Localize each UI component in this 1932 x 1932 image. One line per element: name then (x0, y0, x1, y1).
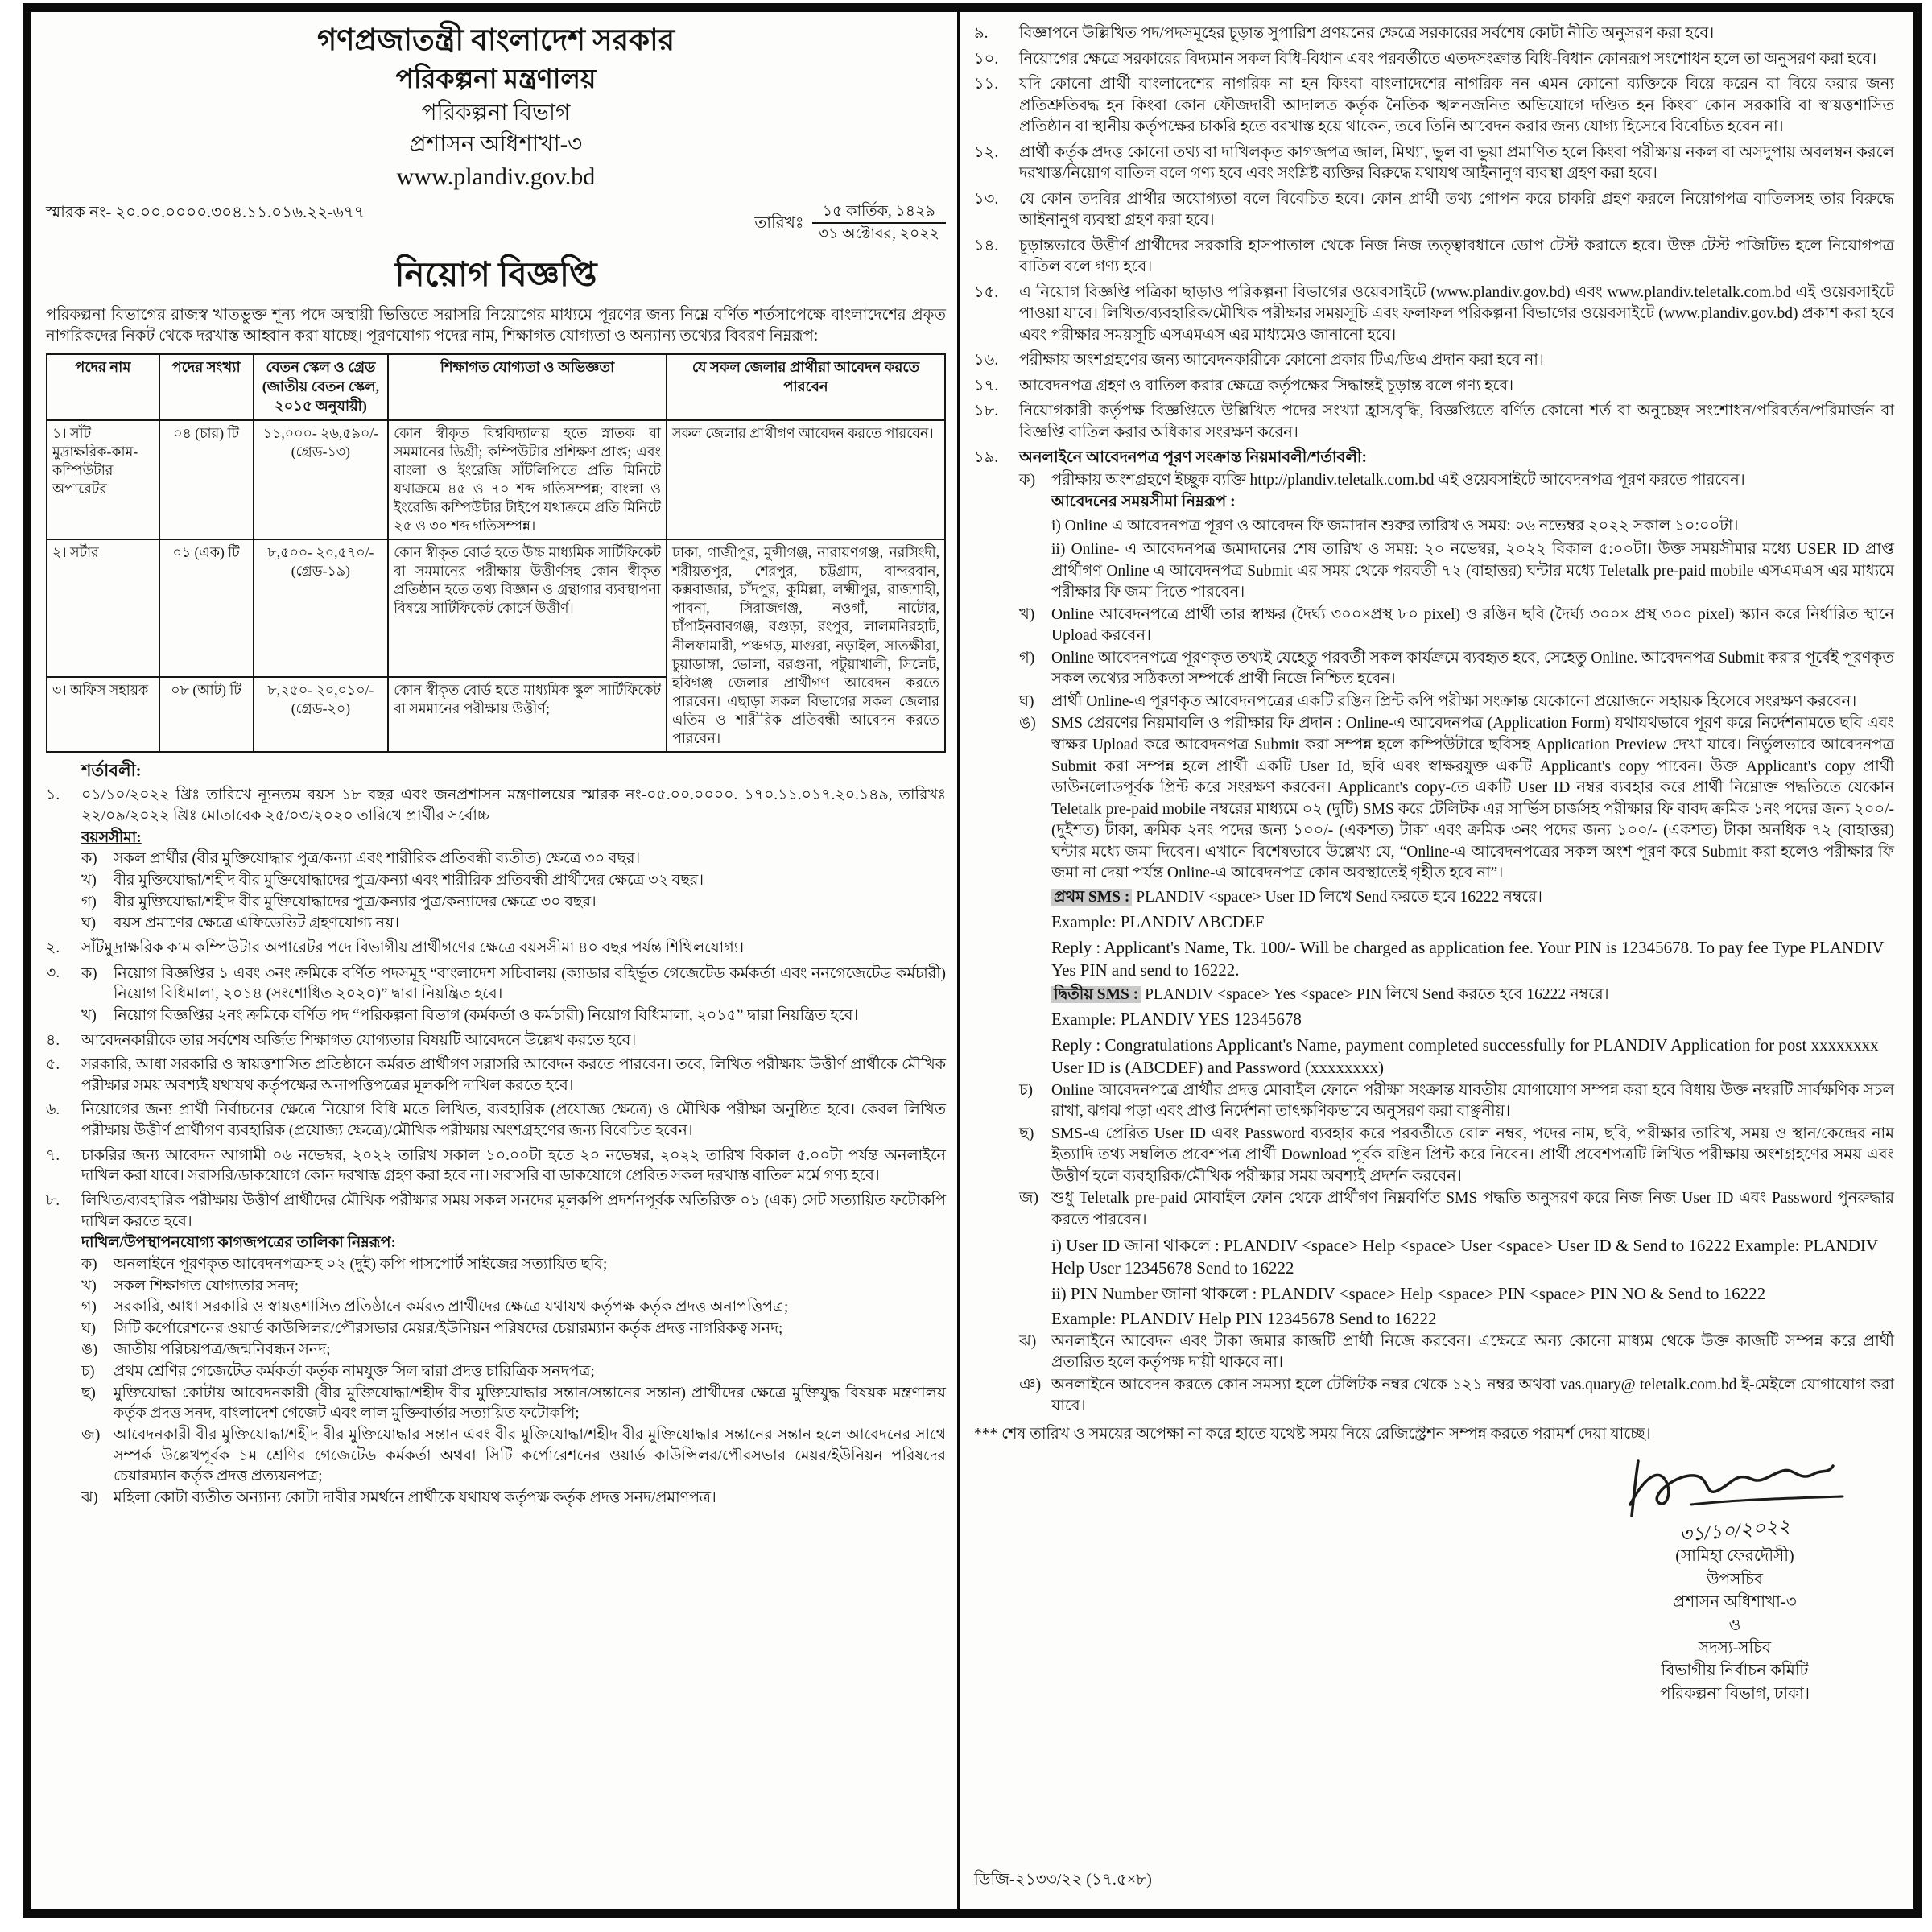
term-text: বিজ্ঞাপনে উল্লিখিত পদ/পদসমূহের চূড়ান্ত সুপারিশ প্রণয়নের ক্ষেত্রে সরকারের সর্বশেষ কোটা নীতি অনুসরণ করা হবে। (1019, 25, 1715, 42)
first-sms-example: Example: PLANDIV ABCDEF (1051, 912, 1265, 932)
sub-text: সরকারি, আধা সরকারি ও স্বায়ত্তশাসিত প্রতিষ্ঠানে কর্মরত প্রার্থীদের ক্ষেত্রে যথাযথ কর্তৃপক্ষ কর্তৃক প্রদত্ত অনাপত্তিপত্র; (114, 1298, 789, 1316)
cell-pay-scale-2: ৮,৫০০- ২০,৫৭০/- (গ্রেড-১৯) (254, 539, 388, 676)
term-number: ১৮. (974, 402, 999, 420)
online-rules-heading: অনলাইনে আবেদনপত্র পূরণ সংক্রান্ত নিয়মাবলী/শর্তাবলী: (1019, 449, 1367, 467)
table-row (47, 539, 945, 676)
cell-pay-scale-3: ৮,২৫০- ২০,০১০/- (গ্রেড-২০) (254, 677, 388, 753)
sub-label: ক) (1019, 471, 1036, 489)
term-body (81, 785, 946, 933)
term-number: ৩. (46, 964, 60, 981)
positions-table (46, 353, 946, 753)
sub-label: ঘ) (81, 1319, 97, 1337)
sub-label: ঘ) (1019, 692, 1034, 710)
sub-text: প্রথম শ্রেণির গেজেটেড কর্মকর্তা কর্তৃক নামযুক্ত সিল দ্বারা প্রদত্ত চারিত্রিক সনদপত্র; (114, 1363, 595, 1381)
memo-number: স্মারক নং- ২০.০০.০০০০.৩০৪.১১.০১৬.২২-৬৭৭ (46, 203, 365, 221)
term-item-8 (46, 1191, 946, 1509)
sub-text: Online আবেদনপত্রে প্রার্থী তার স্বাক্ষর (দৈর্ঘ্য ৩০০×প্রস্থ ৮০ pixel) ও রঙিন ছবি (দৈর্ঘ্য ৩০০× প্রস্থ ৩০০ pixel) স্ক্যান করে নির্ধারিত স্থানে Upload করবেন। (1051, 605, 1894, 645)
term-item-4 (46, 1030, 946, 1051)
col-header-post-count: পদের সংখ্যা (159, 354, 254, 419)
signer-name: (সামিহা ফেরদৌসী) (1675, 1547, 1794, 1566)
sub-item (81, 1488, 946, 1509)
term-text: যদি কোনো প্রার্থী বাংলাদেশের নাগরিক না হন কিংবা বাংলাদেশের নাগরিক নন এমন কোনো ব্যক্তিকে বিয়ে করেন বা বিয়ে করার জন্য প্রতিশ্রুতিবদ্ধ হন কিংবা কোন ফৌজদারী আদালত কর্তৃক নৈতিক স্খলনজনিত অভিযোগে দণ্ডিত হন কিংবা কোন সরকারি বা স্বায়ত্তশাসিত প্রতিষ্ঠান বা স্থানীয় কর্তৃপক্ষের চাকরি হতে বরখাস্ত হয়ে থাকেন, তবে তিনি আবেদন করার জন্য যোগ্য হিসেবে বিবেচিত হবেন না। (1019, 76, 1894, 136)
first-sms-line (1051, 887, 1894, 909)
sub-text: Online আবেদনপত্রে পূরণকৃত তথ্যই যেহেতু পরবর্তী সকল কার্যক্রমে ব্যবহৃত হবে, সেহেতু Online. আবেদনপত্র Submit করার পূর্বেই পূরণকৃত সকল তথ্যের সঠিকতা সম্পর্কে প্রার্থী নিজে নিশ্চিত হবেন। (1051, 649, 1894, 688)
signature-scribble (1614, 1451, 1856, 1521)
col-header-qualification: শিক্ষাগত যোগ্যতা ও অভিজ্ঞতা (388, 354, 667, 419)
table-row (47, 420, 945, 540)
signer-member-role: সদস্য-সচিব (1698, 1638, 1772, 1657)
sub-text: মুক্তিযোদ্ধা কোটায় আবেদনকারী (বীর মুক্তিযোদ্ধা/শহীদ বীর মুক্তিযোদ্ধার সন্তান/সন্তানের সন্তান) প্রার্থীদের ক্ষেত্রে মুক্তিযুদ্ধ বিষয়ক মন্ত্রণালয় কর্তৃক প্রদত্ত সনদ, বাংলাদেশ গেজেট এবং লাল মুক্তিবার্তার সত্যায়িত ফটোকপি; (114, 1384, 946, 1422)
term-text: নিয়োগের ক্ষেত্রে সরকারের বিদ্যমান সকল বিধি-বিধান এবং পরবর্তীতে এতদসংক্রান্ত বিধি-বিধান কোনরূপ সংশোধন হলে তা অনুসরণ করা হবে। (1019, 50, 1877, 68)
right-column (960, 12, 1913, 1909)
sub-body (1051, 470, 1894, 604)
sub-body (1051, 1188, 1894, 1330)
sub-label: জ) (1019, 1190, 1038, 1208)
date-label: তারিখঃ (754, 213, 804, 232)
sub-label: খ) (1019, 605, 1035, 623)
cell-qualification-3: কোন স্বীকৃত বোর্ড হতে মাধ্যমিক স্কুল সার্টিফিকেট বা সমমানের পরীক্ষায় উত্তীর্ণ; (388, 677, 667, 753)
second-sms-reply: Reply : Congratulations Applicant's Name, payment completed successfully for PLANDIV Application for post xxxxxxxx User ID is (ABCDEF) and Password (xxxxxxxx) (1051, 1034, 1879, 1078)
term-text: নিয়োগকারী কর্তৃপক্ষ বিজ্ঞপ্তিতে উল্লিখিত পদের সংখ্যা হ্রাস/বৃদ্ধি, বিজ্ঞপ্তিতে বর্ণিত কোনো শর্ত বা অনুচ্ছেদ সংশোধন/পরিবর্তন/পরিমার্জন বা বিজ্ঞপ্তি বাতিল করার অধিকার সংরক্ষণ করেন। (1019, 402, 1894, 441)
cell-post-name-1: ১। সাঁট মুদ্রাক্ষরিক-কাম-কম্পিউটার অপারেটর (47, 420, 159, 540)
col-header-pay-scale: বেতন স্কেল ও গ্রেড (জাতীয় বেতন স্কেল, ২০১৫ অনুযায়ী) (254, 354, 388, 419)
term-item-6 (46, 1100, 946, 1141)
sub-item (81, 1276, 946, 1297)
term-number: ৪. (46, 1031, 60, 1049)
cell-qualification-1: কোন স্বীকৃত বিশ্ববিদ্যালয় হতে স্নাতক বা সমমানের ডিগ্রী; কম্পিউটার প্রশিক্ষণ প্রাপ্ত; এবং বাংলা ও ইংরেজি সাঁটলিপিতে প্রতি মিনিটে যথাক্রমে ৪৫ ও ৭০ শব্দ গতিসম্পন্ন; বাংলা ও ইংরেজি কম্পিউটার টাইপে যথাক্রমে প্রতি মিনিটে ২৫ ও ৩০ শব্দ গতিসম্পন্ন। (388, 420, 667, 540)
sub-label: ঝ) (1019, 1332, 1037, 1350)
term-body (1019, 448, 1894, 1417)
cell-post-count-2: ০১ (এক) টি (159, 539, 254, 676)
term-text: আবেদনপত্র গ্রহণ ও বাতিল করার ক্ষেত্রে কর্তৃপক্ষের সিদ্ধান্তই চূড়ান্ত বলে গণ্য হবে। (1019, 377, 1514, 394)
sub-text: Online আবেদনপত্রে প্রার্থীর প্রদত্ত মোবাইল ফোনে পরীক্ষা সংক্রান্ত যাবতীয় যোগাযোগ সম্পন্ন করা হবে বিধায় উক্ত নম্বরটি সার্বক্ষণিক সচল রাখা, ঝগঝ পড়া এবং প্রাপ্ত নির্দেশনা তাৎক্ষণিকভাবে অনুসরণ করা বাঞ্ছনীয়। (1051, 1081, 1894, 1121)
letterhead (46, 21, 946, 194)
term-number: ৮. (46, 1191, 60, 1209)
term-number: ১. (46, 786, 60, 804)
sub-label: ঞ) (1019, 1376, 1042, 1393)
sub-text: বীর মুক্তিযোদ্ধা/শহীদ বীর মুক্তিযোদ্ধাদের পুত্র/কন্যার পুত্র/কন্যাদের ক্ষেত্রে ৩০ বছর। (114, 893, 597, 910)
signer-conjunction: ও (1728, 1616, 1741, 1634)
sub-item-i (1019, 1331, 1894, 1374)
sub-text: মহিলা কোটা ব্যতীত অন্যান্য কোটা দাবীর সমর্থনে প্রার্থীকে যথাযথ কর্তৃপক্ষ কর্তৃক প্রদত্ত সনদ/প্রমাণপত্র। (114, 1488, 716, 1506)
signature-area (974, 1451, 1894, 1705)
term-item-15 (974, 283, 1894, 347)
sub-text: পরীক্ষায় অংশগ্রহণে ইচ্ছুক ব্যক্তি http://plandiv.teletalk.com.bd এই ওয়েবসাইটে আবেদনপত্র পূরণ করতে পারবেন। (1051, 471, 1745, 489)
sub-label: খ) (81, 872, 97, 890)
term-number: ১৫. (974, 283, 999, 301)
term-text: এ নিয়োগ বিজ্ঞপ্তি পত্রিকা ছাড়াও পরিকল্পনা বিভাগের ওয়েবসাইটে (www.plandiv.gov.bd) এবং www.plandiv.teletalk.com.bd এই ওয়েবসাইটে পাওয়া যাবে। লিখিত/ব্যবহারিক/মৌখিক পরীক্ষার সময়সূচি এবং ফলাফল পরিকল্পনা বিভাগের ওয়েবসাইটে (www.plandiv.gov.bd) প্রকাশ করা হবে এবং পরীক্ষার সময়সূচি এসএমএস এর মাধ্যমেও জানানো হবে। (1019, 283, 1894, 344)
cell-pay-scale-1: ১১,০০০- ২৬,৫৯০/- (গ্রেড-১৩) (254, 420, 388, 540)
memo-row (46, 202, 946, 245)
term-item-7 (46, 1146, 946, 1187)
term-text: নিয়োগের জন্য প্রার্থী নির্বাচনের ক্ষেত্রে নিয়োগ বিধি মতে লিখিত, ব্যবহারিক (প্রযোজ্য ক্ষেত্রে) ও মৌখিক পরীক্ষা অনুষ্ঠিত হবে। কেবল লিখিত পরীক্ষায় উত্তীর্ণ প্রার্থীগণ ব্যবহারিক (প্রযোজ্য ক্ষেত্রে)/মৌখিক পরীক্ষায় অংশগ্রহণের জন্য বিবেচিত হবেন। (81, 1101, 946, 1140)
sub-text: SMS-এ প্রেরিত User ID এবং Password ব্যবহার করে পরবর্তীতে রোল নম্বর, পদের নাম, ছবি, পরীক্ষার তারিখ, সময় ও স্থান/কেন্দ্রের নাম ইত্যাদি তথ্য সম্বলিত প্রবেশপত্র প্রার্থী Download পূর্বক রঙিন প্রিন্ট করে নিবেন। প্রার্থী প্রবেশপত্রটি লিখিত পরীক্ষায় অংশগ্রহণের সময় এবং উত্তীর্ণ হলে ব্যবহারিক/মৌখিক পরীক্ষার সময় অবশ্যই প্রদর্শন করবেন। (1051, 1125, 1894, 1185)
first-sms-reply: Reply : Applicant's Name, Tk. 100/- Will be charged as application fee. Your PIN is 12345678. To pay fee Type PLANDIV Yes PIN and send to 16222. (1051, 937, 1885, 980)
second-sms-example: Example: PLANDIV YES 12345678 (1051, 1009, 1302, 1030)
sub-item (81, 1254, 946, 1275)
term-number: ১৪. (974, 237, 999, 254)
sub-text: অনলাইনে আবেদন এবং টাকা জমার কাজটি প্রার্থী নিজে করবেন। এক্ষেত্রে অন্য কোনো মাধ্যম থেকে উক্ত কাজটি সম্পন্ন করে প্রার্থী প্রতারিত হলে কর্তৃপক্ষ দায়ী থাকবে না। (1051, 1332, 1894, 1372)
sub-label: ক) (81, 1255, 97, 1273)
sub-label: ছ) (1019, 1125, 1034, 1142)
signer-section: প্রশাসন অধিশাখা-৩ (1673, 1593, 1797, 1612)
term-number: ১৯. (974, 449, 999, 467)
term-item-11 (974, 74, 1894, 138)
sub-body (1051, 713, 1894, 1079)
second-sms-line (1051, 985, 1894, 1006)
sub-item (81, 1005, 946, 1026)
term-item-2 (46, 938, 946, 959)
term-item-19 (974, 448, 1894, 1417)
print-reference-code: ডিজি-২১৩৩/২২ (১৭.৫×৮) (974, 1870, 1152, 1889)
term-text: চাকরির জন্য আবেদন আগামী ০৬ নভেম্বর, ২০২২ তারিখ সকাল ১০.০০টা হতে ২০ নভেম্বর, ২০২২ তারিখ বিকাল ৫.০০টা পর্যন্ত অনলাইনে দাখিল করা যাবে। সরাসরি/ডাকযোগে কোন দরখাস্ত গ্রহণ করা হবে না। সরাসরি বা ডাকযোগে প্রেরিত সকল দরখাস্ত বাতিল মর্মে গণ্য হবে। (81, 1146, 946, 1185)
sub-item (81, 1340, 946, 1360)
sub-text: প্রার্থী Online-এ পূরণকৃত আবেদনপত্রের একটি রঙিন প্রিন্ট কপি পরীক্ষা সংক্রান্ত যেকোনো প্রয়োজনে সহায়ক হিসেবে সংরক্ষণ করবেন। (1051, 692, 1857, 710)
col-header-districts: যে সকল জেলার প্রার্থীরা আবেদন করতে পারবেন (667, 354, 945, 419)
term-text: যে কোন তদবির প্রার্থীর অযোগ্যতা বলে বিবেচিত হবে। কোন প্রার্থী তথ্য গোপন করে চাকরি গ্রহণ করলে নিয়োগপত্র বাতিলসহ তার বিরুদ্ধে আইনানুগ ব্যবস্থা গ্রহণ করা হবে। (1019, 190, 1894, 229)
left-column (31, 12, 957, 1909)
sub-label: ঙ) (1019, 715, 1036, 733)
sub-item-j (1019, 1375, 1894, 1418)
cell-post-count-1: ০৪ (চার) টি (159, 420, 254, 540)
sub-text: শুধু Teletalk pre-paid মোবাইল ফোন থেকে প্রার্থীগণ নিম্নবর্ণিত SMS পদ্ধতি অনুসরণ করে নিজ নিজ User ID এবং Password পুনরুদ্ধার করতে পারবেন। (1051, 1190, 1894, 1228)
table-header-row (47, 354, 945, 419)
website-link: www.plandiv.gov.bd (396, 163, 596, 191)
term-item-3 (46, 963, 946, 1026)
cell-post-name-3: ৩। অফিস সহায়ক (47, 677, 159, 753)
term-number: ৯. (974, 25, 989, 42)
term-text: সাঁটমুদ্রাক্ষরিক কাম কম্পিউটার অপারেটর পদে বিভাগীয় প্রার্থীগণের ক্ষেত্রে বয়সসীমা ৪০ বছর পর্যন্ত শিথিলযোগ্য। (81, 939, 745, 956)
sub-item-h (1019, 1188, 1894, 1330)
sub-text: জাতীয় পরিচয়পত্র/জন্মনিবন্ধন সনদ; (114, 1341, 331, 1359)
cell-post-name-2: ২। সর্টার (47, 539, 159, 676)
sub-item-a (1019, 470, 1894, 604)
terms-heading: শর্তাবলী: (81, 761, 142, 781)
term-text: ০১/১০/২০২২ খ্রিঃ তারিখে ন্যূনতম বয়স ১৮ বছর এবং জনপ্রশাসন মন্ত্রণালয়ের স্মারক নং-০৫.০০.০০০০. ১৭০.১১.০১৭.২০.১৪৯, তারিখঃ ২২/০৯/২০২২ খ্রিঃ মোতাবেক ২৫/০৩/২০২০ তারিখে প্রার্থীর সর্বোচ্চ (81, 786, 946, 825)
intro-paragraph: পরিকল্পনা বিভাগের রাজস্ব খাতভুক্ত শূন্য পদে অস্থায়ী ভিত্তিতে সরাসরি নিয়োগের মাধ্যমে পূরণের জন্য নিম্নে বর্ণিত শর্তসাপেক্ষে বাংলাদেশের প্রকৃত নাগরিকদের নিকট থেকে দরখাস্ত আহ্বান করা যাচ্ছে। পূরণযোগ্য পদের নাম, শিক্ষাগত যোগ্যতা ও অন্যান্য তথ্যের বিবরণ নিম্নরূপ: (46, 306, 946, 345)
term-item-18 (974, 401, 1894, 444)
term-body (81, 963, 946, 1026)
date-fraction (812, 202, 946, 245)
col-header-post-name: পদের নাম (47, 354, 159, 419)
sub-item-b (1019, 605, 1894, 647)
term-text: চূড়ান্তভাবে উত্তীর্ণ প্রার্থীদের সরকারি হাসপাতাল থেকে নিজ নিজ তত্ত্বাবধানে ডোপ টেস্ট করাতে হবে। উক্ত টেস্ট পজিটিভ হলে নিয়োগপত্র বাতিল বলে গণ্য হবে। (1019, 237, 1894, 276)
sub-item-e (1019, 713, 1894, 1079)
sub-item (81, 848, 946, 869)
term-number: ৭. (46, 1146, 60, 1164)
term-item-17 (974, 376, 1894, 398)
deadline-heading: আবেদনের সময়সীমা নিম্নরূপ : (1051, 493, 1236, 511)
sub-item (81, 870, 946, 891)
age-limit-subheading: বয়সসীমা: (81, 828, 142, 846)
sub-item (81, 1383, 946, 1424)
term-number: ৬. (46, 1101, 60, 1119)
sub-text: অনলাইনে আবেদন করতে কোন সমস্যা হলে টেলিটক নম্বর থেকে ১২১ নম্বর অথবা vas.quary@ teletalk.com.bd ই-মেইলে যোগাযোগ করা যাবে। (1051, 1376, 1894, 1415)
sub-text: সকল প্রার্থীর (বীর মুক্তিযোদ্ধার পুত্র/কন্যা এবং শারীরিক প্রতিবন্ধী ব্যতীত) ক্ষেত্রে ৩০ বছর। (114, 850, 641, 868)
sub-text: বয়স প্রমাণের ক্ষেত্রে এফিডেভিট গ্রহণযোগ্য নয়। (114, 914, 400, 932)
cell-districts-2-3: ঢাকা, গাজীপুর, মুন্সীগঞ্জ, নারায়ণগঞ্জ, নরসিংদী, শরীয়তপুর, শেরপুর, চট্টগ্রাম, বান্দরবান, কক্সবাজার, চাঁদপুর, কুমিল্লা, লক্ষ্মীপুর, রাজশাহী, পাবনা, সিরাজগঞ্জ, নওগাঁ, নাটোর, চাঁপাইনবাবগঞ্জ, বগুড়া, রংপুর, লালমনিরহাট, নীলফামারী, পঞ্চগড়, মাগুরা, নড়াইল, সাতক্ষীরা, চুয়াডাঙ্গা, ভোলা, বরগুনা, পটুয়াখালী, সিলেট, হবিগঞ্জ জেলার প্রার্থীগণ আবেদন করতে পারবেন। এছাড়া সকল বিভাগের সকল জেলার এতিম ও শারীরিক প্রতিবন্ধী আবেদন করতে পারবেন। (667, 539, 945, 752)
signer-organization: পরিকল্পনা বিভাগ, ঢাকা। (1659, 1684, 1810, 1703)
registration-advice-note: *** শেষ তারিখ ও সময়ের অপেক্ষা না করে হাতে যথেষ্ট সময় নিয়ে রেজিস্ট্রেশন সম্পন্ন করতে পরামর্শ দেয়া যাচ্ছে। (974, 1425, 1651, 1443)
deadline-end: ii) Online- এ আবেদনপত্র জমাদানের শেষ তারিখ ও সময়: ২০ নভেম্বর, ২০২২ বিকাল ৫:০০টা। উক্ত সময়সীমার মধ্যে USER ID প্রাপ্ত প্রার্থীগণ Online এ আবেদনপত্র Submit এর সময় থেকে পরবর্তী ৭২ (বাহাত্তর) ঘন্টার মধ্যে Teletalk pre-paid mobile এসএমএস এর মাধ্যমে পরীক্ষার ফি জমা দিতে পারবেন। (1051, 541, 1894, 601)
sub-text: নিয়োগ বিজ্ঞপ্তির ১ এবং ৩নং ক্রমিকে বর্ণিত পদসমূহ “বাংলাদেশ সচিবালয় (ক্যাডার বহির্ভূত গেজেটেড কর্মকর্তা এবং ননগেজেটেড কর্মচারী) নিয়োগ বিধিমালা, ২০১৪ (সংশোধিত ২০২০)” দ্বারা নিয়ন্ত্রিত হবে। (114, 964, 946, 1003)
help-example-line: Example: PLANDIV Help PIN 12345678 Send to 16222 (1051, 1309, 1437, 1329)
term-number: ১৭. (974, 377, 999, 394)
help-userid-line: i) User ID জানা থাকলে : PLANDIV <space> Help <space> User <space> User ID & Send to 16222 Example: PLANDIV Help User 12345678 Send to 16222 (1051, 1235, 1878, 1278)
first-sms-text: PLANDIV <space> User ID লিখে Send করতে হবে 16222 নম্বরে। (1136, 888, 1542, 906)
term-text: সরকারি, আধা সরকারি ও স্বায়ত্তশাসিত প্রতিষ্ঠানে কর্মরত প্রার্থীগণ সরাসরি আবেদন করতে পারবেন। তবে, লিখিত পরীক্ষায় উত্তীর্ণ প্রার্থীকে মৌখিক পরীক্ষার সময় অবশ্যই যথাযথ কর্তৃপক্ষের অনাপত্তিপত্রের মূলকপি দাখিল করতে হবে। (81, 1056, 946, 1094)
signer-designation: উপসচিব (1706, 1570, 1763, 1588)
term-number: ৫. (46, 1056, 60, 1074)
sub-text: নিয়োগ বিজ্ঞপ্তির ২নং ক্রমিকে বর্ণিত পদ “পরিকল্পনা বিভাগ (কর্মকর্তা ও কর্মচারী) নিয়োগ বিধিমালা, ২০১৫” দ্বারা নিয়ন্ত্রিত হবে। (114, 1006, 859, 1024)
term-number: ১২. (974, 143, 999, 161)
sub-label: গ) (1019, 649, 1035, 667)
sub-item (81, 1425, 946, 1487)
term-number: ১০. (974, 50, 999, 68)
sub-text: সকল শিক্ষাগত যোগ্যতার সনদ; (114, 1277, 299, 1294)
sub-label: ছ) (81, 1384, 96, 1402)
sub-item-f (1019, 1080, 1894, 1123)
help-pin-line: ii) PIN Number জানা থাকলে : PLANDIV <space> Help <space> PIN <space> PIN NO & Send to 16222 (1051, 1283, 1766, 1303)
sub-text: অনলাইনে পূরণকৃত আবেদনপত্রসহ ০২ (দুই) কপি পাসপোর্ট সাইজের সত্যায়িত ছবি; (114, 1255, 608, 1273)
term-text: প্রার্থী কর্তৃক প্রদত্ত কোনো তথ্য বা দাখিলকৃত কাগজপত্র জাল, মিথ্যা, ভুল বা ভুয়া প্রমাণিত হলে কিংবা পরীক্ষায় নকল বা অসদুপায় অবলম্বন করলে দরখাস্ত/নিয়োগ বাতিল বলে গণ্য হবে এবং সংশ্লিষ্ট ব্যক্তির বিরুদ্ধে যথাযথ আইনানুগ ব্যবস্থা গ্রহণ করা হবে। (1019, 143, 1894, 183)
sub-item (81, 1319, 946, 1340)
date-block (754, 202, 946, 245)
term-number: ২. (46, 939, 60, 956)
sub-item (81, 913, 946, 934)
documents-subheading: দাখিল/উপস্থাপনযোগ্য কাগজপত্রের তালিকা নিম্নরূপ: (81, 1234, 396, 1252)
second-sms-tag: দ্বিতীয় SMS : (1051, 986, 1141, 1003)
sub-item-c (1019, 648, 1894, 691)
sub-label: জ) (81, 1426, 101, 1444)
sub-label: ঘ) (81, 914, 97, 932)
term-text: লিখিত/ব্যবহারিক পরীক্ষায় উত্তীর্ণ প্রার্থীদের মৌখিক পরীক্ষার সময় সকল সনদের মূলকপি প্রদর্শনপূর্বক অতিরিক্ত ০১ (এক) সেট সত্যায়িত ফটোকপি দাখিল করতে হবে। (81, 1191, 946, 1230)
term-text: পরীক্ষায় অংশগ্রহণের জন্য আবেদনকারীকে কোনো প্রকার টিএ/ডিএ প্রদান করা হবে না। (1019, 352, 1544, 369)
sub-item-g (1019, 1124, 1894, 1188)
signature-block (1614, 1451, 1856, 1705)
term-item-5 (46, 1055, 946, 1096)
sub-item (81, 1297, 946, 1318)
date-gregorian: ৩১ অক্টোবর, ২০২২ (818, 225, 939, 243)
signer-committee: বিভাগীয় নির্বাচন কমিটি (1661, 1662, 1809, 1680)
sub-label: খ) (81, 1277, 97, 1294)
sub-text: আবেদনকারী বীর মুক্তিযোদ্ধা/শহীদ বীর মুক্তিযোদ্ধার সন্তান এবং বীর মুক্তিযোদ্ধা/শহীদ বীর মুক্তিযোদ্ধার সন্তানের সন্তান হলে আবেদনের সাথে সম্পর্ক উল্লেখপূর্বক ১ম শ্রেণির গেজেটেড কর্মকর্তা অথবা সিটি কর্পোরেশনের ওয়ার্ড কাউন্সিলর/পৌরসভার মেয়র/ইউনিয়ন পরিষদের চেয়ারম্যান কর্তৃক প্রদত্ত প্রত্যয়নপত্র; (114, 1426, 946, 1485)
sub-text: বীর মুক্তিযোদ্ধা/শহীদ বীর মুক্তিযোদ্ধাদের পুত্র/কন্যা এবং শারীরিক প্রতিবন্ধী প্রার্থীদের ক্ষেত্রে ৩২ বছর। (114, 872, 704, 890)
term-number: ১১. (974, 76, 999, 93)
term-item-14 (974, 236, 1894, 279)
sub-label: ক) (81, 850, 97, 868)
term-item-12 (974, 142, 1894, 185)
term-item-13 (974, 189, 1894, 232)
notice-title: নিয়োগ বিজ্ঞপ্তি (394, 256, 597, 294)
cell-post-count-3: ০৮ (আট) টি (159, 677, 254, 753)
sub-label: চ) (1019, 1081, 1034, 1099)
term-item-1 (46, 785, 946, 933)
sub-text: সিটি কর্পোরেশনের ওয়ার্ড কাউন্সিলর/পৌরসভার মেয়র/ইউনিয়ন পরিষদের চেয়ারম্যান কর্তৃক প্রদত্ত নাগরিকত্ব সনদ; (114, 1319, 783, 1337)
signature-handwritten-date: ৩১/১০/২০২২ (1678, 1516, 1791, 1547)
sub-item (81, 892, 946, 913)
deadline-start: i) Online এ আবেদনপত্র পূরণ ও আবেদন ফি জমাদান শুরুর তারিখ ও সময়: ০৬ নভেম্বর ২০২২ সকাল ১০:০০টা। (1051, 517, 1739, 535)
second-sms-text: PLANDIV <space> Yes <space> PIN লিখে Send করতে হবে 16222 নম্বরে। (1145, 985, 1609, 1003)
division-name: পরিকল্পনা বিভাগ (421, 101, 571, 126)
sub-text: SMS প্রেরণের নিয়মাবলি ও পরীক্ষার ফি প্রদান : Online-এ আবেদনপত্র (Application Form) যথাযথভাবে পূরণ করে নির্দেশনামতে ছবি এবং স্বাক্ষর Upload করে আবেদনপত্র Submit করা সম্পন্ন হলে কম্পিউটারে ছবিসহ Application Preview দেখা যাবে। নির্ভুলভাবে আবেদনপত্র Submit করা সম্পন্ন হলে প্রার্থী একটি User Id, ছবি এবং স্বাক্ষরযুক্ত একটি Applicant's copy পাবেন। উক্ত Applicant's copy প্রার্থী ডাউনলোডপূর্বক প্রিন্ট করে সংরক্ষণ করবেন। Applicant's copy-তে একটি User ID নম্বর ব্যবহার করে প্রার্থী নিম্নোক্ত পদ্ধতিতে যেকোন Teletalk pre-paid mobile নম্বরের মাধ্যমে ০২ (দুটি) SMS করে টেলিটক এর সার্ভিস চার্জসহ পরীক্ষার ফি বাবদ ক্রমিক ১নং পদের জন্য ২০০/- (দুইশত) টাকা, ক্রমিক ২নং পদের জন্য ১০০/- (একশত) টাকা এবং ক্রমিক ৩নং পদের জন্য ১০০/- (একশত) টাকা অনধিক ৭২ (বাহাত্তর) ঘন্টার মধ্যে জমা দিবেন। এখানে বিশেষভাবে উল্লেখ্য যে, “Online-এ আবেদনপত্রের সকল অংশ পূরণ করে Submit করা হলেও পরীক্ষার ফি জমা না দেয়া পর্যন্ত Online-এ আবেদনপত্র কোন অবস্থাতেই গৃহীত হবে না”। (1051, 715, 1894, 882)
term-number: ১৩. (974, 190, 999, 208)
cell-districts-1: সকল জেলার প্রার্থীগণ আবেদন করতে পারবেন। (667, 420, 945, 540)
term-body (81, 1191, 946, 1509)
sub-label: গ) (81, 893, 97, 910)
term-number: ১৬. (974, 352, 999, 369)
ministry-name: পরিকল্পনা মন্ত্রণালয় (395, 64, 597, 94)
term-text: আবেদনকারীকে তার সর্বশেষ অর্জিত শিক্ষাগত যোগ্যতার বিষয়টি আবেদনে উল্লেখ করতে হবে। (81, 1031, 637, 1049)
sub-label: খ) (81, 1006, 97, 1024)
date-bangla: ১৫ কার্তিক, ১৪২৯ (812, 202, 946, 225)
section-name: প্রশাসন অধিশাখা-৩ (409, 132, 583, 158)
sub-label: ক) (81, 964, 97, 982)
sub-label: গ) (81, 1298, 97, 1316)
sub-item (81, 1361, 946, 1382)
sub-item (81, 964, 946, 1005)
notice-sheet (23, 3, 1922, 1918)
term-item-10 (974, 49, 1894, 71)
cell-qualification-2: কোন স্বীকৃত বোর্ড হতে উচ্চ মাধ্যমিক সার্টিফিকেট বা সমমানের পরীক্ষায় উত্তীর্ণসহ কোন স্বীকৃত প্রতিষ্ঠান হতে তথ্য বিজ্ঞান ও গ্রন্থাগার ব্যবস্থাপনা বিষয়ে সার্টিফিকেট কোর্সে উত্তীর্ণ। (388, 539, 667, 676)
sub-item-d (1019, 691, 1894, 713)
first-sms-tag: প্রথম SMS : (1051, 889, 1132, 906)
sub-label: ঙ) (81, 1341, 98, 1359)
sub-label: চ) (81, 1363, 95, 1381)
sub-label: ঝ) (81, 1488, 98, 1506)
government-name: গণপ্রজাতন্ত্রী বাংলাদেশ সরকার (316, 24, 675, 57)
term-item-16 (974, 350, 1894, 372)
term-item-9 (974, 23, 1894, 45)
